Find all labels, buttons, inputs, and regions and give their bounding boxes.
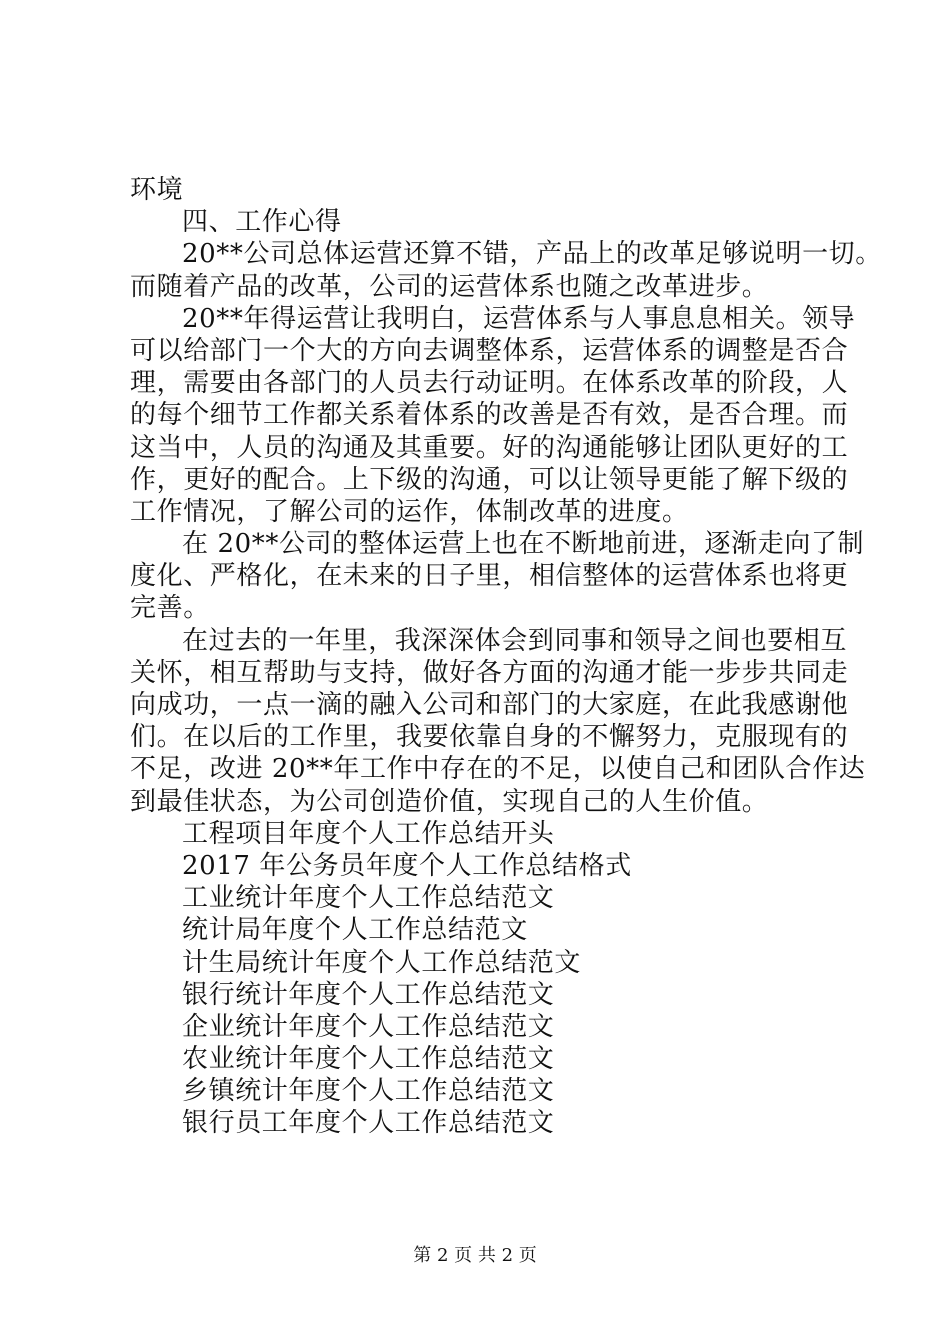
related-article-link[interactable]: 统计局年度个人工作总结范文 [182, 915, 528, 946]
section-heading: 四、工作心得 [182, 207, 342, 238]
text-line: 向成功，一点一滴的融入公司和部门的大家庭，在此我感谢他 [130, 690, 849, 720]
related-article-link[interactable]: 乡镇统计年度个人工作总结范文 [182, 1076, 555, 1107]
text-line: 度化、严格化，在未来的日子里，相信整体的运营体系也将更 [130, 561, 849, 592]
related-article-link[interactable]: 工程项目年度个人工作总结开头 [182, 818, 555, 849]
text-line: 在过去的一年里，我深深体会到同事和领导之间也要相互 [182, 625, 848, 656]
text-line: 这当中，人员的沟通及其重要。好的沟通能够让团队更好的工 [130, 432, 849, 463]
related-article-link[interactable]: 工业统计年度个人工作总结范文 [182, 883, 555, 914]
text-line: 关怀，相互帮助与支持，做好各方面的沟通才能一步步共同走 [130, 657, 849, 688]
text-line: 在 20**公司的整体运营上也在不断地前进，逐渐走向了制 [182, 529, 865, 560]
related-article-link[interactable]: 2017 年公务员年度个人工作总结格式 [182, 850, 632, 881]
document-body [130, 174, 882, 1140]
text-line: 们。在以后的工作里，我要依靠自身的不懈努力，克服现有的 [130, 722, 849, 753]
text-line: 理，需要由各部门的人员去行动证明。在体系改革的阶段，人 [130, 368, 849, 399]
text-line: 可以给部门一个大的方向去调整体系，运营体系的调整是否合 [130, 335, 849, 366]
text-line: 完善。 [130, 593, 210, 624]
related-article-link[interactable]: 银行员工年度个人工作总结范文 [182, 1108, 555, 1139]
text-line: 20**年得运营让我明白，运营体系与人事息息相关。领导 [182, 303, 856, 334]
related-article-link[interactable]: 农业统计年度个人工作总结范文 [182, 1044, 555, 1075]
related-article-link[interactable]: 企业统计年度个人工作总结范文 [182, 1011, 555, 1042]
text-line: 到最佳状态，为公司创造价值，实现自己的人生价值。 [130, 786, 769, 817]
related-article-link[interactable]: 银行统计年度个人工作总结范文 [182, 979, 555, 1010]
related-article-link[interactable]: 计生局统计年度个人工作总结范文 [182, 947, 582, 978]
page-number-footer: 第 2 页 共 2 页 [413, 1245, 537, 1266]
text-line: 而随着产品的改革，公司的运营体系也随之改革进步。 [130, 271, 769, 302]
text-line: 的每个细节工作都关系着体系的改善是否有效，是否合理。而 [130, 400, 849, 431]
text-line: 工作情况，了解公司的运作，体制改革的进度。 [130, 496, 689, 527]
text-line: 作，更好的配合。上下级的沟通，可以让领导更能了解下级的 [130, 464, 849, 495]
text-line: 环境 [130, 175, 184, 205]
text-line: 20**公司总体运营还算不错，产品上的改革足够说明一切。 [182, 239, 882, 270]
text-line: 不足，改进 20**年工作中存在的不足，以使自己和团队合作达 [130, 754, 866, 785]
